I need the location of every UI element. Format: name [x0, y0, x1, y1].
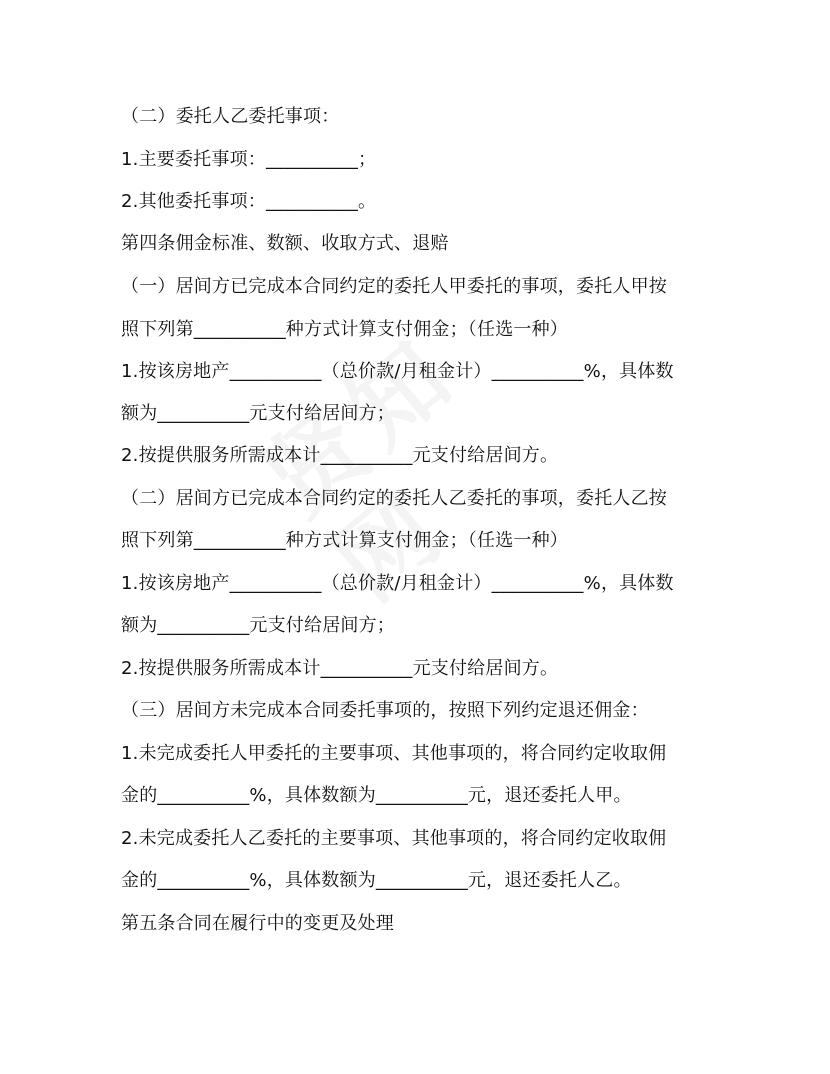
- paragraph-line: 2.按提供服务所需成本计__________元支付给居间方。: [121, 445, 559, 466]
- paragraph-line: 2.按提供服务所需成本计__________元支付给居间方。: [121, 658, 559, 679]
- paragraph-line: （二）居间方已完成本合同约定的委托人乙委托的事项，委托人乙按: [121, 488, 667, 509]
- paragraph-line: （三）居间方未完成本合同委托事项的，按照下列约定退还佣金：: [121, 700, 649, 721]
- article-heading-commission: 第四条佣金标准、数额、收取方式、退赔: [121, 233, 449, 254]
- paragraph-line: 1.按该房地产__________（总价款/月租金计）__________%，具体数: [121, 361, 674, 382]
- paragraph-line: 照下列第__________种方式计算支付佣金；（任选一种）: [121, 319, 568, 340]
- article-heading-contract-changes: 第五条合同在履行中的变更及处理: [121, 913, 394, 934]
- section-heading-client-b-matters: （二）委托人乙委托事项：: [121, 106, 340, 127]
- paragraph-line: 1.未完成委托人甲委托的主要事项、其他事项的，将合同约定收取佣: [121, 743, 667, 764]
- paragraph-line: （一）居间方已完成本合同约定的委托人甲委托的事项，委托人甲按: [121, 276, 667, 297]
- watermark-text: [244, 259, 615, 620]
- paragraph-line: 金的__________%，具体数额为__________元，退还委托人乙。: [121, 870, 632, 891]
- paragraph-line: 1.按该房地产__________（总价款/月租金计）__________%，具体数: [121, 573, 674, 594]
- paragraph-line: 额为__________元支付给居间方；: [121, 403, 395, 424]
- paragraph-line: 1.主要委托事项：__________；: [121, 149, 377, 170]
- paragraph-line: 金的__________%，具体数额为__________元，退还委托人甲。: [121, 785, 632, 806]
- paragraph-line: 2.其他委托事项：__________。: [121, 191, 377, 212]
- paragraph-line: 照下列第__________种方式计算支付佣金；（任选一种）: [121, 530, 568, 551]
- paragraph-line: 2.未完成委托人乙委托的主要事项、其他事项的，将合同约定收取佣: [121, 828, 667, 849]
- paragraph-line: 额为__________元支付给居间方；: [121, 615, 395, 636]
